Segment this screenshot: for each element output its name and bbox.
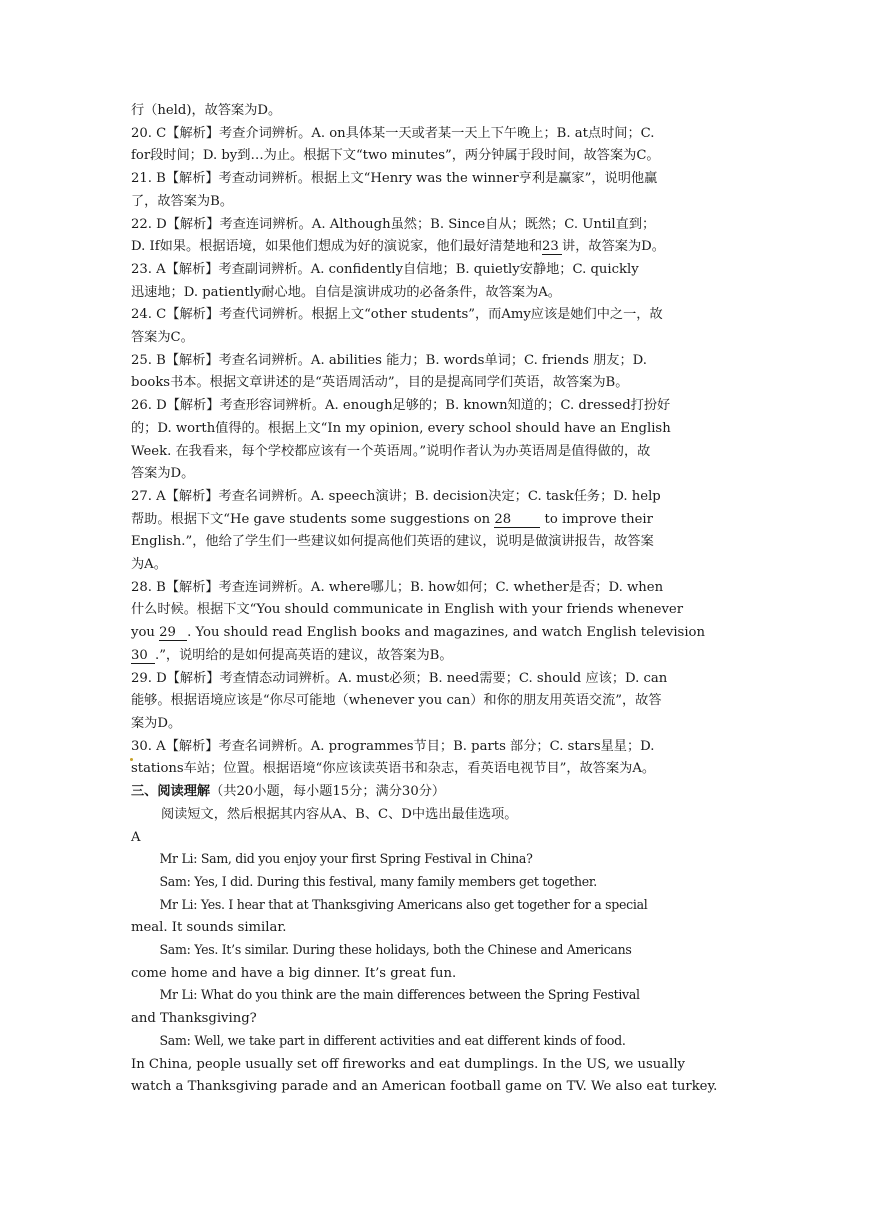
text-segment: you — [131, 625, 155, 641]
blank-number: 28 — [494, 512, 540, 528]
analysis-item-27 — [131, 486, 737, 577]
analysis-item-28 — [131, 577, 737, 668]
text-line: 23. A【解析】考查副词辨析。A. confidently自信地；B. quietly安静地；C. quickly — [131, 261, 639, 277]
blank-number: 23 — [542, 239, 562, 255]
text-segment: 讲，故答案为D。 — [562, 239, 665, 255]
section-title: 三、阅读理解 — [131, 784, 211, 800]
text-line: Mr Li: Yes. I hear that at Thanksgiving Americans also get together for a special — [159, 897, 648, 913]
text-line: watch a Thanksgiving parade and an American football game on TV. We also eat turkey. — [131, 1079, 718, 1095]
margin-mark — [130, 758, 133, 761]
text-segment: D. If如果。根据语境，如果他们想成为好的演说家，他们最好清楚地和 — [131, 239, 543, 255]
text-line: A — [131, 829, 141, 845]
text-line: books书本。根据文章讲述的是“英语周活动”，目的是提高同学们英语，故答案为B。 — [131, 375, 629, 391]
analysis-item-26 — [131, 395, 737, 486]
text-line: 28. B【解析】考查连词辨析。A. where哪儿；B. how如何；C. whether是否；D. when — [131, 579, 664, 595]
text-line: Mr Li: Sam, did you enjoy your first Spring Festival in China? — [159, 852, 533, 868]
dialogue-line — [131, 849, 737, 872]
text-line: 25. B【解析】考查名词辨析。A. abilities 能力；B. words单词；C. friends 朋友；D. — [131, 352, 647, 368]
text-line: 为A。 — [131, 557, 167, 573]
analysis-item-20 — [131, 123, 737, 168]
analysis-item-24 — [131, 304, 737, 349]
text-line: Sam: Well, we take part in different activities and eat different kinds of food. — [159, 1033, 626, 1049]
text-line: 了，故答案为B。 — [131, 193, 234, 209]
text-line — [131, 509, 737, 532]
text-line: In China, people usually set off fireworks and eat dumplings. In the US, we usually — [131, 1056, 686, 1072]
blank-number: 30 — [131, 648, 155, 664]
text-line — [131, 645, 737, 668]
text-line: Sam: Yes, I did. During this festival, many family members get together. — [159, 874, 597, 890]
text-line: 什么时候。根据下文“You should communicate in English with your friends whenever — [131, 602, 684, 618]
text-segment: .”，说明给的是如何提高英语的建议，故答案为B。 — [155, 647, 453, 663]
text-line: 24. C【解析】考查代词辨析。根据上文“other students”，而Amy应该是她们中之一，故 — [131, 307, 663, 323]
section-note: （共20小题，每小题15分；满分30分） — [210, 784, 446, 800]
analysis-item-19-tail — [131, 100, 737, 123]
text-line: Sam: Yes. It’s similar. During these holidays, both the Chinese and Americans — [159, 943, 632, 959]
text-line: 阅读短文，然后根据其内容从A、B、C、D中选出最佳选项。 — [161, 806, 518, 822]
text-line: 的；D. worth值得的。根据上文“In my opinion, every school should have an English — [131, 420, 671, 436]
text-line: 27. A【解析】考查名词辨析。A. speech演讲；B. decision决定；C. task任务；D. help — [131, 488, 661, 504]
text-line: English.”，他给了学生们一些建议如何提高他们英语的建议，说明是做演讲报告，故答案 — [131, 534, 654, 550]
section-instruction — [131, 804, 737, 827]
text-line: for段时间；D. by到…为止。根据下文“two minutes”，两分钟属于段时间，故答案为C。 — [131, 148, 660, 164]
text-line: 21. B【解析】考查动词辨析。根据上文“Henry was the winner亨利是赢家”，说明他赢 — [131, 171, 658, 187]
section-heading — [131, 781, 737, 804]
blank-number: 29 — [159, 625, 187, 641]
text-line: and Thanksgiving? — [131, 1011, 257, 1027]
analysis-item-30 — [131, 736, 737, 781]
text-segment: . You should read English books and magazines, and watch English television — [187, 625, 705, 641]
analysis-item-21 — [131, 168, 737, 213]
text-segment: to improve their — [544, 511, 653, 527]
dialogue-line — [131, 895, 737, 940]
text-line: Mr Li: What do you think are the main differences between the Spring Festival — [159, 988, 640, 1004]
text-line: 29. D【解析】考查情态动词辨析。A. must必须；B. need需要；C. should 应该；D. can — [131, 670, 668, 686]
passage-label — [131, 827, 737, 850]
text-line: 迅速地；D. patiently耐心地。自信是演讲成功的必备条件，故答案为A。 — [131, 284, 561, 300]
text-line: Week. 在我看来，每个学校都应该有一个英语周。”说明作者认为办英语周是值得做的，故 — [131, 443, 651, 459]
text-line: stations车站；位置。根据语境“你应该读英语书和杂志，看英语电视节目”，故答案为A。 — [131, 761, 656, 777]
text-line: 22. D【解析】考查连词辨析。A. Although虽然；B. Since自从；既然；C. Until直到； — [131, 216, 656, 232]
dialogue-line — [131, 940, 737, 985]
text-line — [131, 236, 737, 259]
analysis-item-25 — [131, 350, 737, 395]
text-line: 20. C【解析】考查介词辨析。A. on具体某一天或者某一天上下午晚上；B. at点时间；C. — [131, 125, 655, 141]
dialogue-line — [131, 1031, 737, 1099]
document-page — [131, 100, 737, 1099]
text-line: 案为D。 — [131, 715, 182, 731]
text-line: 答案为C。 — [131, 330, 194, 346]
analysis-item-29 — [131, 668, 737, 736]
text-line: 26. D【解析】考查形容词辨析。A. enough足够的；B. known知道的；C. dressed打扮好 — [131, 398, 671, 414]
analysis-item-23 — [131, 259, 737, 304]
dialogue-line — [131, 872, 737, 895]
analysis-item-22 — [131, 214, 737, 259]
text-line: come home and have a big dinner. It’s great fun. — [131, 965, 457, 981]
dialogue-line — [131, 985, 737, 1030]
text-line: meal. It sounds similar. — [131, 920, 287, 936]
text-line: 行（held)，故答案为D。 — [131, 103, 282, 118]
text-line: 30. A【解析】考查名词辨析。A. programmes节目；B. parts 部分；C. stars星星；D. — [131, 738, 655, 754]
text-segment: 帮助。根据下文“He gave students some suggestions on — [131, 511, 491, 527]
text-line: 能够。根据语境应该是“你尽可能地（whenever you can）和你的朋友用英语交流”，故答 — [131, 693, 662, 709]
text-line: 答案为D。 — [131, 466, 195, 482]
text-line — [131, 622, 737, 645]
